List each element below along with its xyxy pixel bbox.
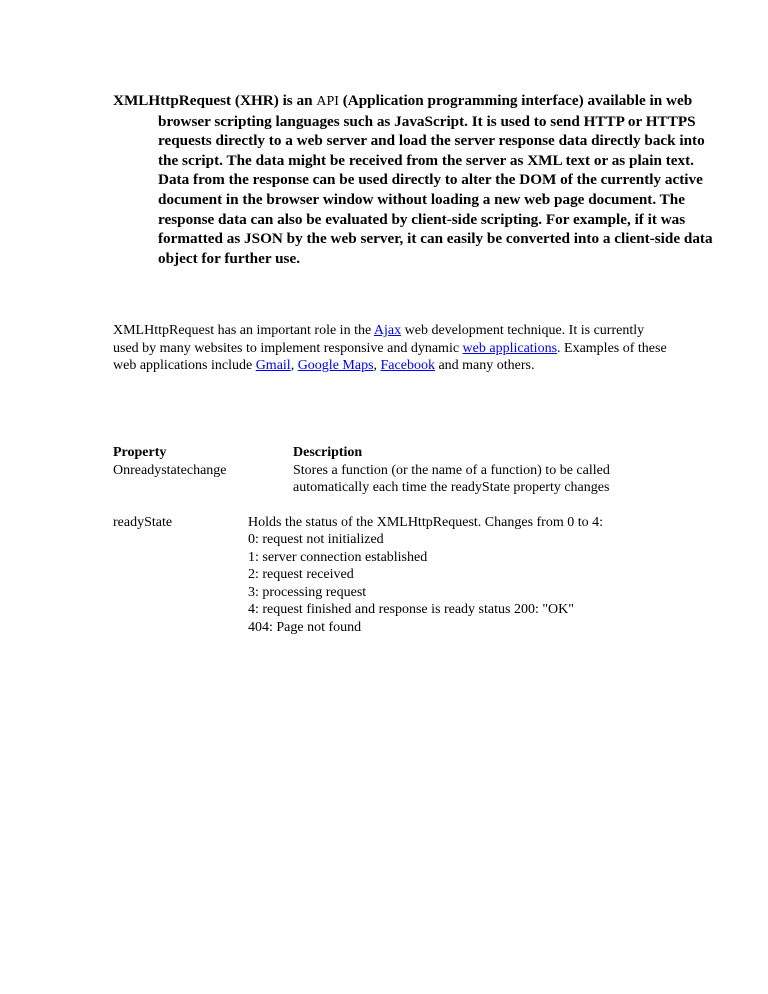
readystate-description [248,514,668,637]
link-separator: , [373,358,381,374]
status-line: 3: processing request [248,584,367,600]
description-line: automatically each time the readyState property changes [293,480,610,495]
description-line: Holds the status of the XMLHttpRequest. Changes from 0 to 4: [248,514,604,530]
web-applications-link[interactable]: web applications [462,340,558,356]
property-column-header: Property [113,445,167,460]
status-line: 0: request not initialized [248,532,384,547]
ajax-paragraph [113,322,673,375]
status-line: 404: Page not found [248,619,362,635]
intro-text-start: XMLHttpRequest (XHR) is an [113,92,317,109]
google-maps-link[interactable]: Google Maps [297,358,374,374]
gmail-link[interactable]: Gmail [255,358,291,374]
intro-api-term: API [316,94,339,109]
ajax-text-2: web development technique. It is currently used by many websites to implement responsive and dynamic [113,323,645,356]
onreadystatechange-property: Onreadystatechange [113,462,227,478]
status-line: 4: request finished and response is ready status 200: "OK" [248,602,574,617]
facebook-link[interactable]: Facebook [380,358,435,374]
description-column-header: Description [293,445,363,460]
ajax-text-1: XMLHttpRequest has an important role in the [113,323,374,338]
onreadystatechange-description [293,462,673,497]
status-line: 2: request received [248,567,354,582]
description-line: Stores a function (or the name of a function) to be called [293,462,610,478]
status-line: 1: server connection established [248,549,428,565]
ajax-link[interactable]: Ajax [373,323,402,338]
intro-paragraph [113,91,714,268]
readystate-property: readyState [113,514,173,530]
ajax-text-4: and many others. [434,358,535,374]
link-separator: , [290,358,298,374]
ajax-text-3: . Examples of these web applications include [113,340,667,374]
intro-text-rest: (Application programming interface) available in web browser scripting languages such as JavaScript. It is used to send HTTP or HTTPS requests directly to a web server and load the server response data directly back into the script. The data might be received from the server as XML text or as plain text. Data from the response can be used directly to alter the DOM of the currently active document in the browser window without loading a new web page document. The response data can also be evaluated by client-side scripting. For example, if it was formatted as JSON by the web server, it can easily be converted into a client-side data object for further use. [158,92,713,267]
